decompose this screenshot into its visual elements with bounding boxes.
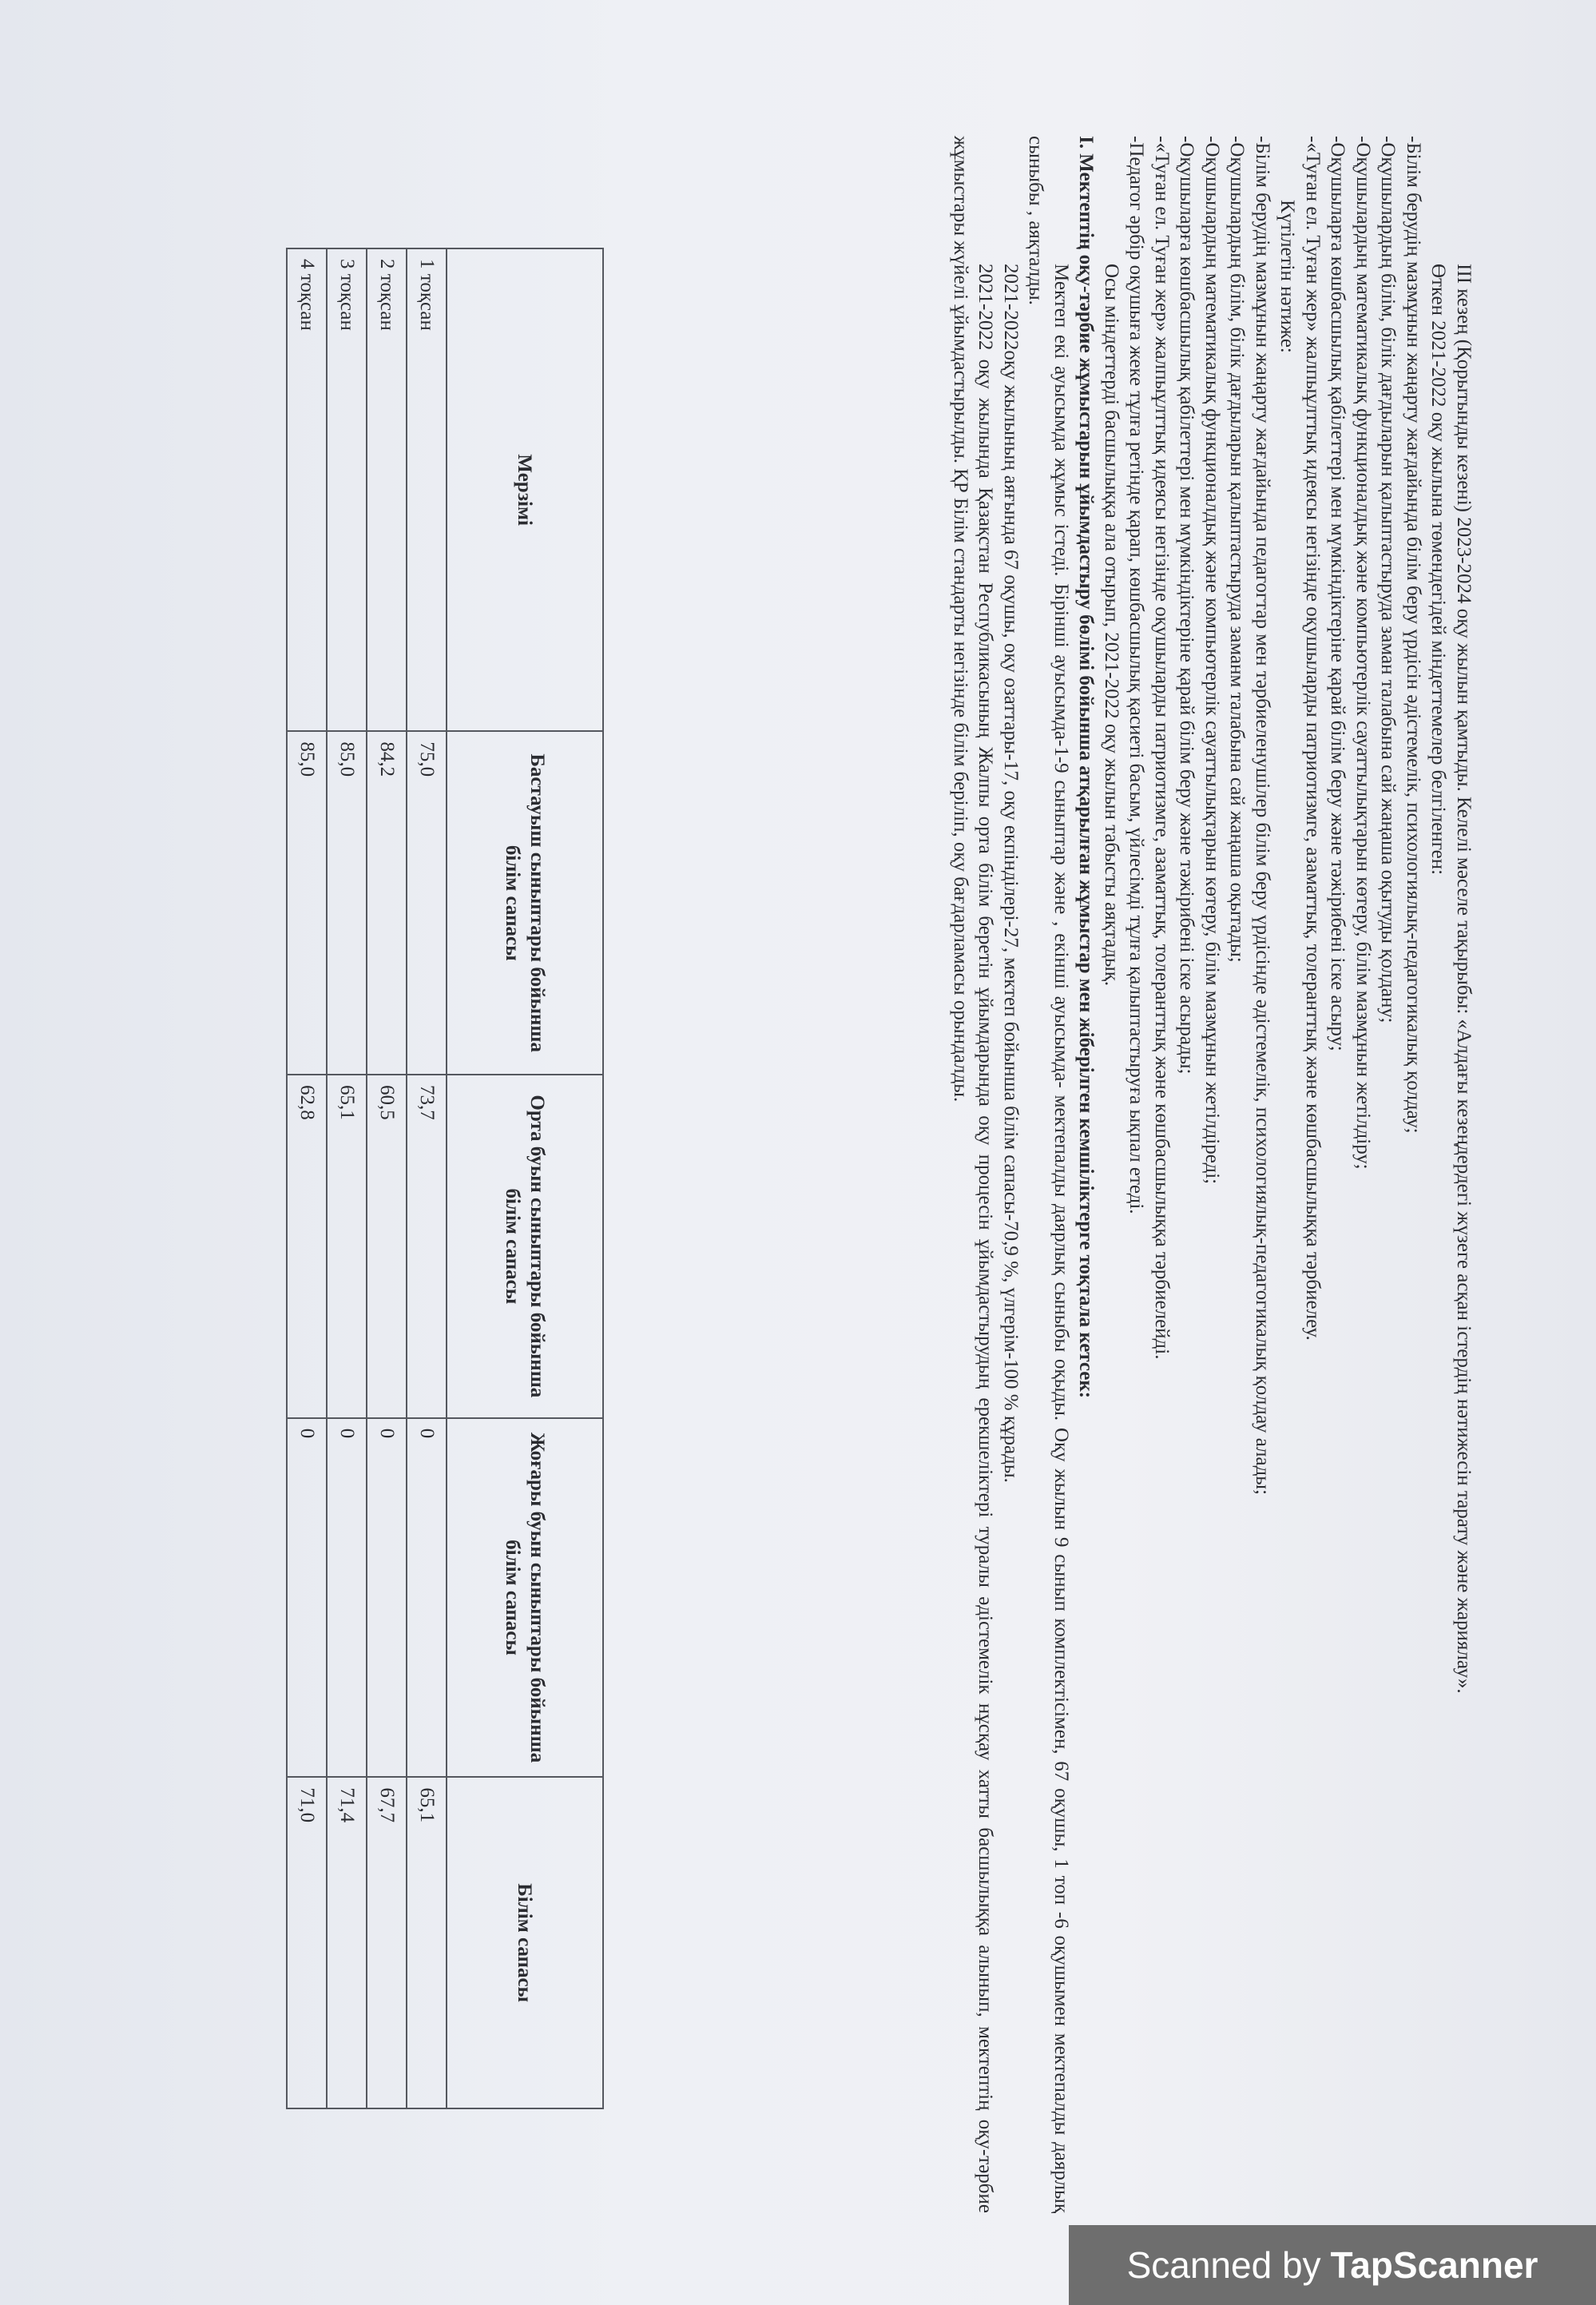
table-cell: 0 [287,1418,327,1778]
header-cell: Орта буын сыныптары бойынша білім сапасы [447,1075,603,1418]
table-cell: 71,4 [327,1777,367,2108]
table-cell: 2 тоқсан [367,248,407,731]
table-row [287,248,327,2108]
list-item: -Оқушылардың білім, білік дағдыларын қалыптастыруда заман талабына сай жаңаша оқытуды қолдану; [1377,136,1399,1023]
table-cell: 60,5 [367,1075,407,1418]
table-cell: 62,8 [287,1075,327,1418]
table-row [327,248,367,2108]
header-cell: Мерзімі [447,248,603,731]
paragraph: 2021-2022оқу жылының аяғында 67 оқушы, оқу озаттары-17, оқу екпінділері-27, мектеп бойынша білім сапасы-70,9 %, үлгерім-100 % құрады. [1000,264,1022,1483]
list-item: -Білім берудің мазмұнын жаңарту жағдайында білім беру үрдісін әдістемелік, психологиялық-педагогикалық қолдау; [1403,136,1424,1134]
paragraph: Өткен 2021-2022 оқу жылына төмендегідей міндеттемелер белгіленген: [1427,264,1450,876]
table-cell: 0 [407,1418,447,1778]
list-item: -Оқушылардың математикалық функционалдық және компьютерлік сауаттылықтарын көтеру, білім мазмұнын жетілдіреді; [1201,136,1223,1185]
document-body [948,136,1477,2213]
table-cell: 0 [327,1418,367,1778]
table-cell: 75,0 [407,731,447,1075]
table-cell: 67,7 [367,1777,407,2108]
watermark-brand: TapScanner [1330,2244,1538,2286]
table-cell: 4 тоқсан [287,248,327,731]
paragraph: Мектеп екі ауысымда жұмыс істеді. Бірінші ауысымда-1-9 сыныптар және , екінші ауысымда- мектепалды даярлық сыныбы оқыды. Оқу жылын 9 сынып комплектісімен, 67 оқушы, 1 топ -6 оқушымен мектепалды даярлық сыныбы , аяқталды. [1025,136,1072,2213]
list-item: -Оқушыларға көшбасшылық қабілеттері мен мүмкіндіктеріне қарай білім беру және тәжірибені іске асырады; [1176,136,1198,1075]
list-item: -Педагог әрбір оқушыға жеке тұлға ретінде қарап, көшбасшылық қасиеті басым, үйлесімді тұлға қалыптастыруға ықпал етеді. [1126,136,1148,1214]
table-cell: 73,7 [407,1075,447,1418]
header-cell: Бастауыш сыныптары бойынша білім сапасы [447,731,603,1075]
paragraph: ІІІ кезең (Қорытынды кезені) 2023-2024 оқу жылын қамтыды. Келелі мәселе тақырыбы: «Алдағы кезеңдердегі жүзеге асқан істердің нәтижесін тарату және жариялау». [1453,264,1475,1694]
scanner-watermark [1069,2225,1596,2305]
table-cell: 1 тоқсан [407,248,447,731]
table-cell: 84,2 [367,731,407,1075]
section-heading: І. Мектептің оқу-тәрбие жұмыстарын ұйымдастыру бөлімі бойынша атқарылған жұмыстар мен жіберілген кемшіліктерге тоқтала кетсек: [1075,136,1098,1399]
paragraph: Күтілетін нәтиже: [1276,200,1299,353]
list-item: -Оқушылардың білім, білік дағдыларын қалыптастыруда заманм талабына сай жаңаша оқытады; [1226,136,1249,963]
list-item: -Білім берудің мазмұнын жаңарту жағдайында педагогтар мен тәрбиеленушілер білім беру үрдісінде әдістемелік, психологиялық-педагогикалық қолдау алады; [1252,136,1273,1496]
list-item: -Оқушылардың математикалық функционалдық және компьютерлік сауаттылықтарын көтеру, білім мазмұнын жетілдіру; [1352,136,1374,1170]
paragraph: Осы міндеттерді басшылыққа ала отырып, 2021-2022 оқу жылын табысты аяқтадық. [1101,264,1122,987]
table-cell: 3 тоқсан [327,248,367,731]
table-row [367,248,407,2108]
table-header-row [447,248,603,2108]
table-row [407,248,447,2108]
list-item: -«Туған ел. Туған жер» жалпыұлттық идеясы негізінде оқушыларды патриотизмге, азаматтық, толеранттық және көшбасшылыққа тәрбиелейді. [1151,136,1173,1360]
table-cell: 0 [367,1418,407,1778]
table-cell: 65,1 [327,1075,367,1418]
table-cell: 85,0 [287,731,327,1075]
table-cell: 85,0 [327,731,367,1075]
paragraph: 2021-2022 оқу жылында Қазақстан Республикасының Жалпы орта білім беретін ұйымдарында оқу процесін ұйымдастырудың ерекшеліктері туралы әдістемелік нұсқау хатты басшылыққа алынып, мектептің оқу-тәрбие жұмыстары жүйелі ұйымдастырылды. ҚР Білім стандарты негізінде білім беріліп, оқу бағдарламасы орындалды. [950,136,997,2213]
quality-table [286,248,604,2109]
header-cell: Жоғары буын сыныптары бойынша білім сапасы [447,1418,603,1778]
header-cell: Білім сапасы [447,1777,603,2108]
list-item: -«Туған ел. Туған жер» жалпыұлттық идеясы негізінде оқушыларды патриотизмге, азаматтық, толеранттық және көшбасшылыққа тәрбиелеу. [1302,136,1324,1341]
table-cell: 71,0 [287,1777,327,2108]
table-cell: 65,1 [407,1777,447,2108]
list-item: -Оқушыларға көшбасшылық қабілеттері мен мүмкіндіктеріне қарай білім беру және тәжірибені іске асыру; [1327,136,1349,1051]
watermark-prefix: Scanned by [1126,2244,1321,2286]
